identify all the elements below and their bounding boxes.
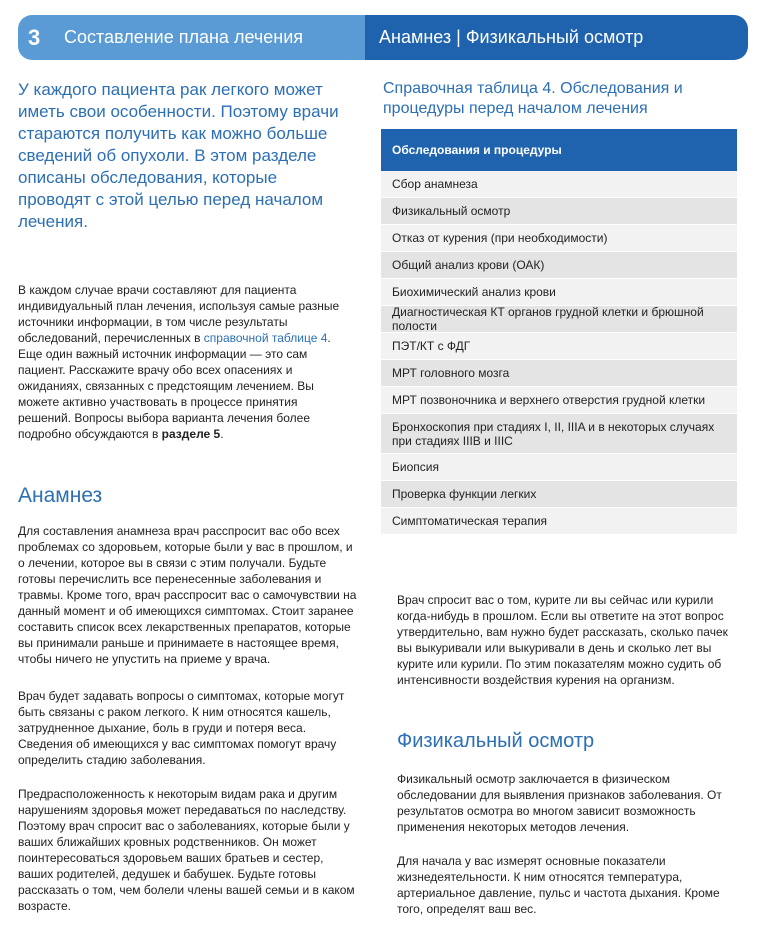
page-header bbox=[18, 15, 748, 60]
table-row: МРТ позвоночника и верхнего отверстия грудной клетки bbox=[381, 387, 737, 414]
section-title: Составление плана лечения bbox=[64, 27, 303, 47]
anamnez-paragraph-3: Предрасположенность к некоторым видам рака и другим нарушениям здоровья может передаваться по наследству. Поэтому врач спросит вас о заболеваниях, которые были у ваших ближайших кровных родственников. Он может поинтересоваться здоровьем ваших братьев и сестер, ваших родителей, дедушек и бабушек. Будьте готовы рассказать о том, чем болели члены вашей семьи и в каком возрасте. bbox=[18, 787, 355, 913]
table-row: Отказ от курения (при необходимости) bbox=[381, 225, 737, 252]
table-row: Биопсия bbox=[381, 454, 737, 481]
section-reference: разделе 5 bbox=[161, 427, 221, 441]
section-number: 3 bbox=[28, 24, 41, 50]
table-caption: Справочная таблица 4. Обследования и процедуры перед началом лечения bbox=[383, 80, 683, 117]
procedures-table bbox=[381, 129, 737, 535]
table-row: МРТ головного мозга bbox=[381, 360, 737, 387]
fizikal-paragraph-2: Для начала у вас измерят основные показатели жизнедеятельности. К ним относятся температура, артериальное давление, пульс и частота дыхания. Кроме того, определят ваш вес. bbox=[397, 854, 720, 916]
table-row: ПЭТ/КТ с ФДГ bbox=[381, 333, 737, 360]
table-header: Обследования и процедуры bbox=[381, 129, 737, 171]
intro-paragraph bbox=[18, 282, 353, 442]
table-row: Бронхоскопия при стадиях I, II, IIIA и в некоторых случаях при стадиях IIIB и IIIC bbox=[381, 414, 737, 454]
chapter-title: Анамнез | Физикальный осмотр bbox=[379, 27, 644, 47]
fizikal-paragraph-1: Физикальный осмотр заключается в физическом обследовании для выявления признаков заболевания. От результатов осмотра во многом зависит возможность применения некоторых методов лечения. bbox=[397, 772, 722, 834]
table-row: Общий анализ крови (ОАК) bbox=[381, 252, 737, 279]
anamnez-heading: Анамнез bbox=[18, 484, 103, 507]
anamnez-paragraph-2: Врач будет задавать вопросы о симптомах, которые могут быть связаны с раком легкого. К ним относятся кашель, затрудненное дыхание, боль в груди и потеря веса. Сведения об имеющихся у вас симптомах помогут врачу определить стадию заболевания. bbox=[18, 689, 345, 767]
intro-paragraph-end: . bbox=[220, 427, 224, 441]
anamnez-paragraph-1: Для составления анамнеза врач расспросит вас обо всех проблемах со здоровьем, которые были у вас в прошлом, и о лечении, которое вы в связи с этим получали. Будьте готовы перечислить все перенесенные заболевания и травмы. Кроме того, врач расспросит вас о самочувствии на данный момент и об имеющихся симптомах. Стоит заранее составить список всех лекарственных препаратов, которые вы принимали раньше и принимаете в настоящее время, чтобы ничего не упустить на приеме у врача. bbox=[18, 524, 357, 666]
smoking-paragraph: Врач спросит вас о том, курите ли вы сейчас или курили когда-нибудь в прошлом. Если вы ответите на этот вопрос утвердительно, вам нужно будет рассказать, сколько пачек вы выкуривали или выкуривали в день и сколько лет вы курите или курили. По этим показателям можно судить об интенсивности воздействия курения на организм. bbox=[397, 593, 728, 687]
table-row: Сбор анамнеза bbox=[381, 171, 737, 198]
table-row: Биохимический анализ крови bbox=[381, 279, 737, 306]
table-row: Диагностическая КТ органов грудной клетки и брюшной полости bbox=[381, 306, 737, 333]
table-row: Симптоматическая терапия bbox=[381, 508, 737, 535]
intro-paragraph-part1: В каждом случае врачи составляют для пациента индивидуальный план лечения, используя самые разные источники информации, в том числе результаты обследований, перечисленных в bbox=[18, 283, 340, 345]
table-reference-link[interactable]: справочной таблице 4 bbox=[203, 331, 328, 345]
table-row: Физикальный осмотр bbox=[381, 198, 737, 225]
chapter-tab bbox=[365, 15, 748, 60]
table-row: Проверка функции легких bbox=[381, 481, 737, 508]
section-tab bbox=[18, 15, 365, 60]
intro-text: У каждого пациента рак легкого может иметь свои особенности. Поэтому врачи стараются получить как можно больше сведений об опухоли. В этом разделе описаны обследования, которые проводят с этой целью перед началом лечения. bbox=[18, 80, 339, 231]
fizikal-heading: Физикальный осмотр bbox=[397, 730, 595, 752]
intro-paragraph-part2: . Еще один важный источник информации — это сам пациент. Расскажите врачу обо всех опасениях и ожиданиях, связанных с предстоящим лечением. Вы можете активно участвовать в процессе принятия решений. Вопросы выбора варианта лечения более подробно обсуждаются в bbox=[18, 331, 331, 441]
